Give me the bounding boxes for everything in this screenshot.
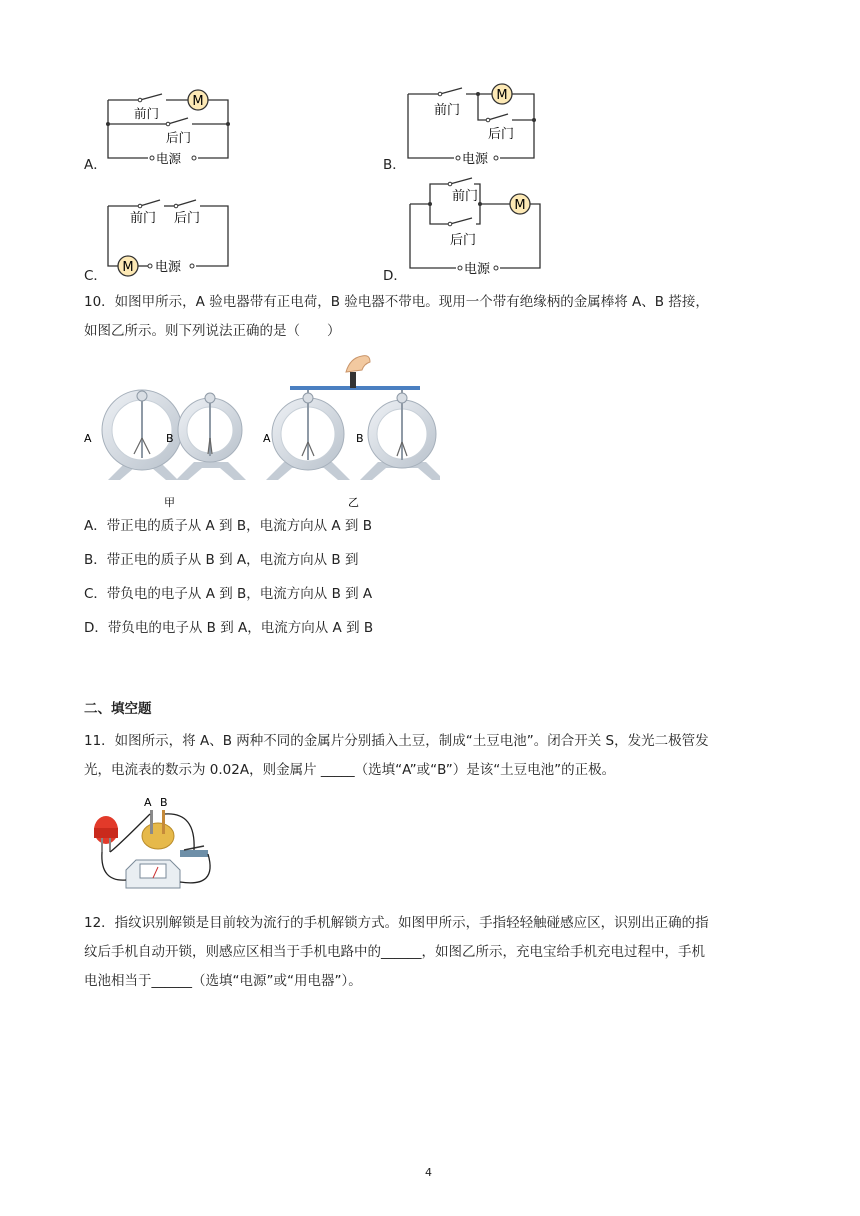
label-back-door: 后门	[174, 211, 201, 226]
fig-label-yi: 乙	[348, 496, 359, 509]
question-12	[84, 909, 784, 996]
q10-option-c: C．带负电的电子从 A 到 B，电流方向从 B 到 A	[84, 586, 373, 602]
label-power: 电源	[156, 151, 182, 166]
label-front-door: 前门	[134, 106, 160, 121]
q10-option-d: D．带负电的电子从 B 到 A，电流方向从 A 到 B	[84, 620, 374, 636]
q10-stem-line1: 10．如图甲所示，A 验电器带有正电荷，B 验电器不带电。现用一个带有绝缘柄的金属棒将 A、B 搭接，	[84, 294, 709, 310]
motor-icon	[492, 84, 512, 104]
label-power: 电源	[462, 152, 489, 167]
fig-label-a: A	[84, 432, 92, 445]
motor-icon	[510, 194, 530, 214]
label-back-door: 后门	[450, 233, 477, 248]
fig-label-b: B	[160, 796, 168, 809]
q12-line2: 纹后手机自动开锁，则感应区相当于手机电路中的______，如图乙所示，充电宝给手机充电过程中，手机	[84, 944, 705, 960]
option-a-letter: A．	[84, 157, 107, 173]
electroscope-a-yi	[266, 390, 350, 480]
fig-label-jia: 甲	[164, 496, 175, 509]
led-icon	[94, 816, 118, 852]
q12-line1: 12．指纹识别解锁是目前较为流行的手机解锁方式。如图甲所示，手指轻轻触碰感应区，识别出正确的指	[84, 915, 709, 931]
label-front-door: 前门	[130, 211, 157, 226]
svg-text:M: M	[122, 260, 134, 275]
svg-text:M: M	[192, 94, 204, 109]
electroscope-b-yi	[360, 390, 440, 480]
option-c-letter: C．	[84, 268, 107, 284]
ammeter-icon	[126, 860, 180, 888]
question-10	[84, 288, 784, 346]
fig-label-a2: A	[263, 432, 271, 445]
label-power: 电源	[464, 262, 491, 277]
circuit-diagram-a	[100, 86, 235, 168]
fig-label-b2: B	[356, 432, 364, 445]
q10-option-a: A．带正电的质子从 A 到 B，电流方向从 A 到 B	[84, 518, 372, 534]
hand-icon	[346, 356, 370, 372]
electroscope-b-jia	[176, 393, 246, 480]
svg-text:M: M	[514, 198, 526, 213]
q10-options	[84, 516, 373, 652]
circuit-diagram-b	[400, 80, 550, 170]
q11-line2: 光，电流表的数示为 0.02A，则金属片 _____（选填“A”或“B”）是该“土豆电池”的正极。	[84, 762, 616, 778]
q10-stem-line2: 如图乙所示。则下列说法正确的是（ ）	[84, 323, 341, 339]
circuit-diagram-c	[100, 192, 235, 280]
circuit-diagram-d	[400, 176, 550, 278]
label-back-door: 后门	[488, 127, 515, 142]
section-title: 二、填空题	[84, 701, 152, 717]
fig-label-b: B	[166, 432, 174, 445]
question-11	[84, 727, 784, 785]
label-back-door: 后门	[166, 130, 192, 145]
electroscope-figure	[80, 350, 440, 510]
svg-text:M: M	[496, 88, 508, 103]
motor-icon	[118, 256, 138, 276]
option-d-letter: D．	[383, 268, 407, 284]
label-front-door: 前门	[434, 103, 461, 118]
label-front-door: 前门	[452, 189, 479, 204]
label-power: 电源	[155, 260, 182, 275]
motor-icon	[188, 90, 208, 110]
fig-label-a: A	[144, 796, 152, 809]
q12-line3: 电池相当于______（选填“电源”或“用电器”）。	[84, 973, 362, 989]
page-number: 4	[425, 1166, 432, 1179]
potato-icon	[142, 810, 174, 849]
potato-battery-figure	[86, 792, 218, 896]
option-b-letter: B．	[383, 157, 406, 173]
q11-line1: 11．如图所示，将 A、B 两种不同的金属片分别插入土豆，制成“土豆电池”。闭合开关 S，发光二极管发	[84, 733, 709, 749]
q10-option-b: B．带正电的质子从 B 到 A，电流方向从 B 到	[84, 552, 359, 568]
